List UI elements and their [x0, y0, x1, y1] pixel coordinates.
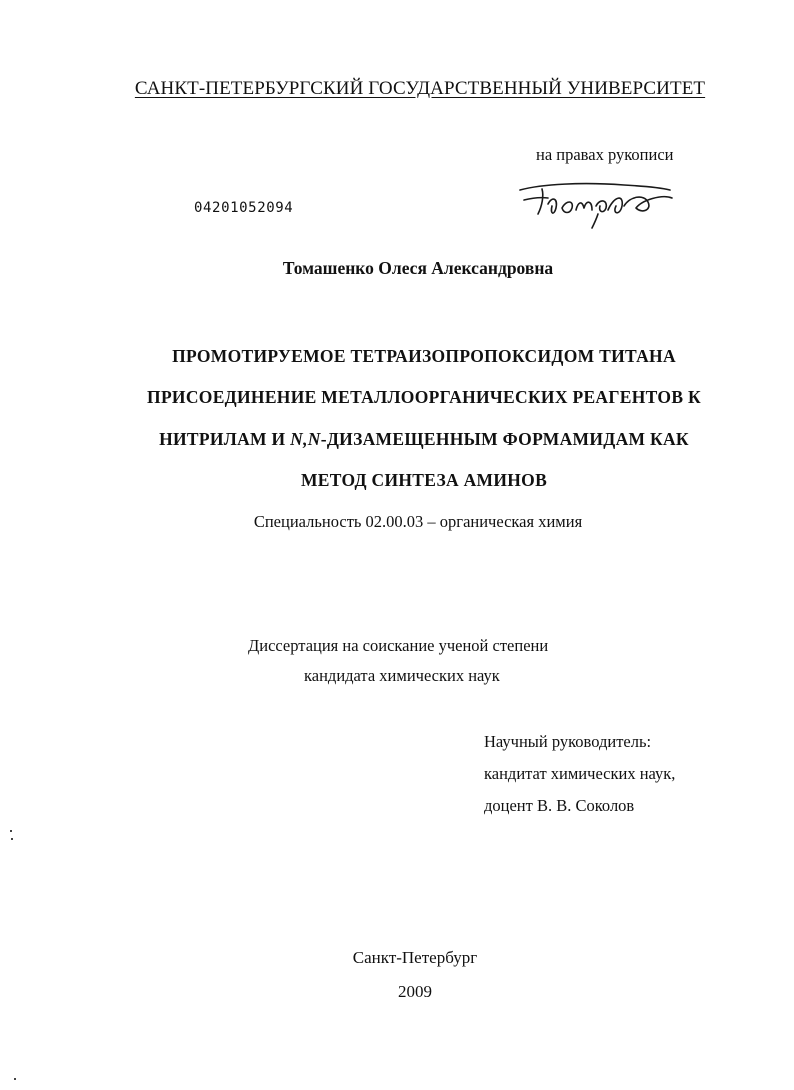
scan-speck — [10, 830, 12, 832]
degree-line-1: Диссертация на соискание ученой степени — [248, 636, 549, 655]
title-line-3-start: НИТРИЛАМ И — [159, 429, 291, 449]
title-line-3-italic: N,N — [290, 429, 321, 449]
title-line-3-end: -ДИЗАМЕЩЕННЫМ ФОРМАМИДАМ КАК — [320, 429, 689, 449]
title-line-2: ПРИСОЕДИНЕНИЕ МЕТАЛЛООРГАНИЧЕСКИХ РЕАГЕНТОВ К — [147, 387, 701, 407]
advisor-label: Научный руководитель: — [484, 732, 652, 751]
city: Санкт-Петербург — [352, 948, 478, 967]
title-line-3 — [0, 429, 794, 450]
author-signature — [512, 176, 682, 232]
author-name: Томашенко Олеся Александровна — [282, 258, 554, 278]
scan-speck — [14, 1078, 16, 1080]
degree-line-2: кандидата химических наук — [304, 666, 500, 685]
manuscript-rights-note: на правах рукописи — [536, 145, 674, 164]
library-code: 04201052094 — [194, 200, 294, 216]
year: 2009 — [398, 982, 432, 1001]
title-line-4: МЕТОД СИНТЕЗА АМИНОВ — [300, 470, 548, 490]
title-line-1: ПРОМОТИРУЕМОЕ ТЕТРАИЗОПРОПОКСИДОМ ТИТАНА — [172, 346, 676, 366]
scan-speck — [11, 838, 13, 840]
specialty: Специальность 02.00.03 – органическая химия — [253, 512, 583, 531]
university-name: САНКТ-ПЕТЕРБУРГСКИЙ ГОСУДАРСТВЕННЫЙ УНИВЕРСИТЕТ — [134, 78, 706, 99]
advisor-degree: кандитат химических наук, — [484, 764, 676, 783]
advisor-name: доцент В. В. Соколов — [484, 796, 635, 815]
